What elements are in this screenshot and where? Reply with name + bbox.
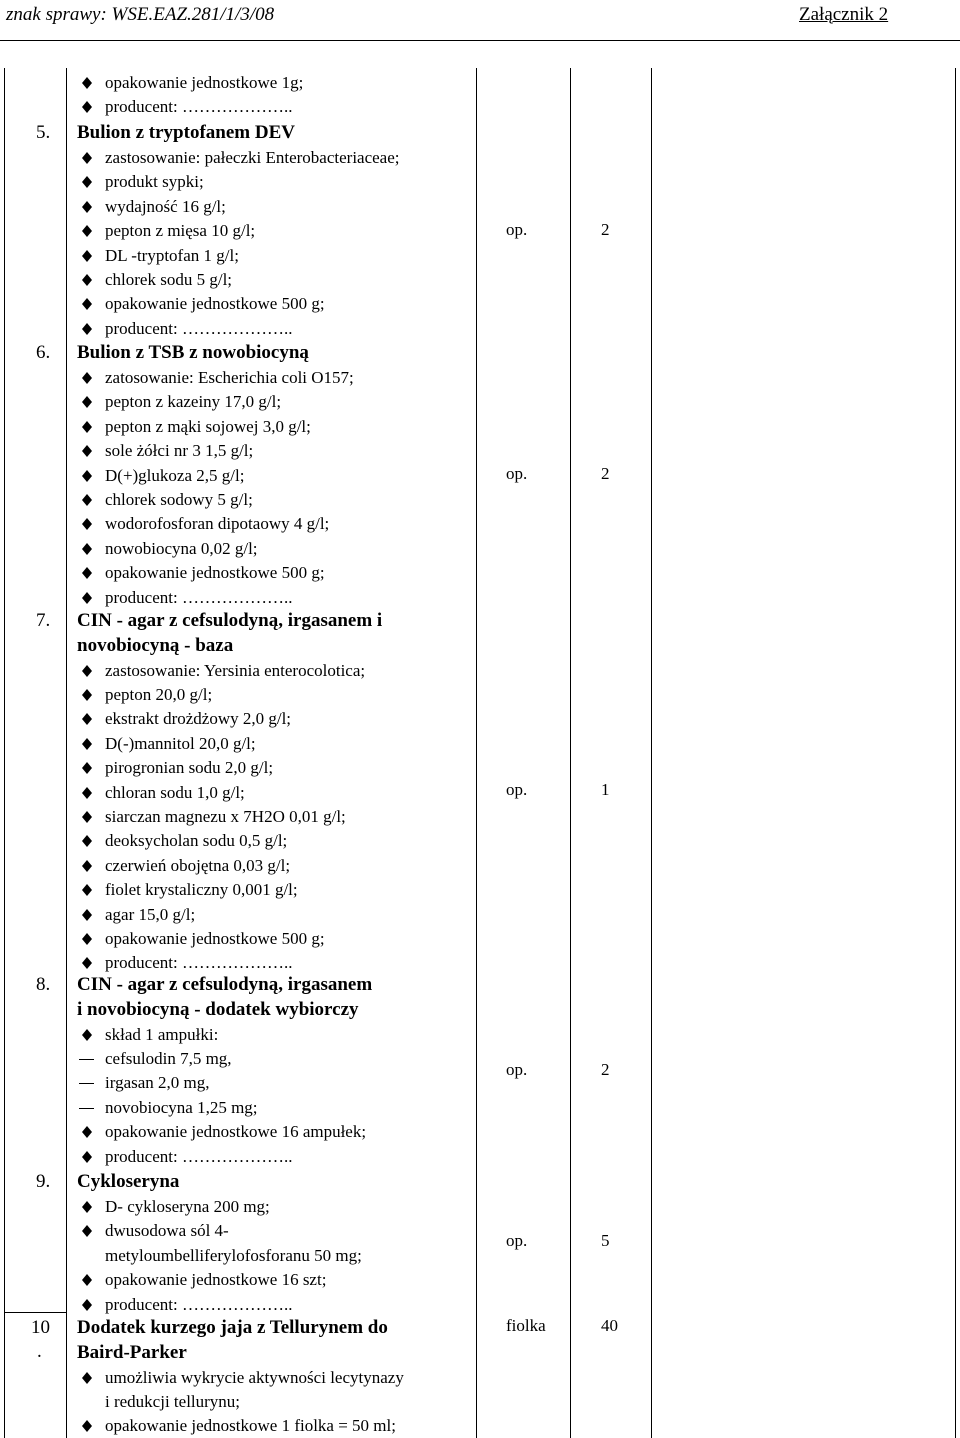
- table-vertical-rule: [570, 68, 571, 1438]
- spec-line: opakowanie jednostkowe 16 szt;: [105, 1270, 327, 1290]
- diamond-bullet-icon: [81, 1151, 93, 1163]
- diamond-bullet-icon: [81, 201, 93, 213]
- item-number: 6.: [36, 342, 51, 363]
- diamond-bullet-icon: [81, 372, 93, 384]
- diamond-bullet-icon: [81, 1420, 93, 1432]
- diamond-bullet-icon: [81, 445, 93, 457]
- spec-line: produkt sypki;: [105, 172, 204, 192]
- item-unit: fiolka: [506, 1316, 546, 1335]
- diamond-bullet-icon: [81, 323, 93, 335]
- spec-line: producent: ………………..: [105, 1294, 293, 1314]
- item-number-dot: .: [37, 1341, 42, 1362]
- item-quantity: 2: [601, 464, 610, 483]
- spec-line: opakowanie jednostkowe 500 g;: [105, 294, 325, 314]
- diamond-bullet-icon: [81, 713, 93, 725]
- diamond-bullet-icon: [81, 101, 93, 113]
- spec-line: novobiocyna 1,25 mg;: [105, 1097, 258, 1117]
- diamond-bullet-icon: [81, 762, 93, 774]
- item-title: Bulion z tryptofanem DEV: [77, 122, 295, 143]
- diamond-bullet-icon: [81, 1126, 93, 1138]
- item-title: Bulion z TSB z nowobiocyną: [77, 342, 309, 363]
- spec-line: pepton 20,0 g/l;: [105, 684, 213, 704]
- spec-line: siarczan magnezu x 7H2O 0,01 g/l;: [105, 806, 346, 826]
- item-title: Baird-Parker: [77, 1341, 187, 1363]
- table-horizontal-rule: [4, 1312, 66, 1313]
- spec-line: zastosowanie: pałeczki Enterobacteriaceae;: [105, 148, 400, 167]
- item-title: novobiocyną - baza: [77, 634, 234, 656]
- spec-line: cefsulodin 7,5 mg,: [105, 1048, 232, 1068]
- item-unit: op.: [506, 1060, 528, 1079]
- diamond-bullet-icon: [81, 957, 93, 969]
- spec-line: umożliwia wykrycie aktywności lecytynazy: [105, 1367, 404, 1387]
- spec-line: deoksycholan sodu 0,5 g/l;: [105, 831, 288, 851]
- spec-line: chlorek sodu 5 g/l;: [105, 270, 233, 289]
- spec-line: irgasan 2,0 mg,: [105, 1073, 210, 1093]
- diamond-bullet-icon: [81, 421, 93, 433]
- diamond-bullet-icon: [81, 811, 93, 823]
- spec-line: zastosowanie: Yersinia enterocolotica;: [105, 660, 366, 680]
- diamond-bullet-icon: [81, 225, 93, 237]
- diamond-bullet-icon: [81, 518, 93, 530]
- item-unit: op.: [506, 220, 528, 239]
- diamond-bullet-icon: [81, 274, 93, 286]
- table-vertical-rule: [651, 68, 652, 1438]
- diamond-bullet-icon: [81, 689, 93, 701]
- spec-line: agar 15,0 g/l;: [105, 904, 196, 924]
- spec-line: producent: ………………..: [105, 318, 293, 338]
- spec-line: opakowanie jednostkowe 1 fiolka = 50 ml;: [105, 1416, 396, 1436]
- diamond-bullet-icon: [81, 77, 93, 89]
- diamond-bullet-icon: [81, 665, 93, 677]
- diamond-bullet-icon: [81, 860, 93, 872]
- spec-line: pirogronian sodu 2,0 g/l;: [105, 758, 274, 778]
- spec-line: producent: ………………..: [105, 953, 293, 973]
- diamond-bullet-icon: [81, 176, 93, 188]
- spec-line: opakowanie jednostkowe 1g;: [105, 73, 304, 92]
- spec-line: czerwień obojętna 0,03 g/l;: [105, 855, 291, 875]
- item-number-text: 10: [31, 1317, 50, 1338]
- spec-line: producent: ………………..: [105, 587, 293, 607]
- item-quantity: 40: [601, 1316, 618, 1335]
- attachment-label: Załącznik 2: [799, 4, 889, 25]
- diamond-bullet-icon: [81, 567, 93, 579]
- item-quantity: 1: [601, 780, 610, 799]
- spec-line: D(-)mannitol 20,0 g/l;: [105, 733, 256, 753]
- item-number: [31, 1316, 50, 1364]
- table-vertical-rule: [955, 68, 956, 1438]
- spec-line: D- cykloseryna 200 mg;: [105, 1197, 270, 1216]
- diamond-bullet-icon: [81, 250, 93, 262]
- spec-line: dwusodowa sól 4-: [105, 1221, 229, 1241]
- item-title: CIN - agar z cefsulodyną, irgasanem i: [77, 610, 383, 631]
- spec-line: opakowanie jednostkowe 16 ampułek;: [105, 1122, 367, 1142]
- item-unit: op.: [506, 1231, 528, 1250]
- spec-line: i redukcji tellurynu;: [105, 1391, 241, 1411]
- spec-line: zatosowanie: Escherichia coli O157;: [105, 368, 354, 387]
- case-number: znak sprawy: WSE.EAZ.281/1/3/08: [6, 4, 275, 25]
- diamond-bullet-icon: [81, 152, 93, 164]
- dash-bullet-icon: [79, 1083, 94, 1084]
- spec-line: wydajność 16 g/l;: [105, 196, 226, 216]
- diamond-bullet-icon: [81, 1201, 93, 1213]
- spec-line: pepton z mięsa 10 g/l;: [105, 221, 256, 241]
- spec-line: pepton z kazeiny 17,0 g/l;: [105, 392, 282, 412]
- item-number: 7.: [36, 610, 51, 631]
- spec-line: producent: ………………..: [105, 97, 293, 117]
- table-vertical-rule: [66, 68, 67, 1438]
- spec-line: wodorofosforan dipotaowy 4 g/l;: [105, 514, 330, 534]
- spec-line: opakowanie jednostkowe 500 g;: [105, 928, 325, 948]
- spec-line: opakowanie jednostkowe 500 g;: [105, 563, 325, 583]
- diamond-bullet-icon: [81, 835, 93, 847]
- diamond-bullet-icon: [81, 1225, 93, 1237]
- diamond-bullet-icon: [81, 494, 93, 506]
- diamond-bullet-icon: [81, 1299, 93, 1311]
- item-number: 5.: [36, 122, 51, 143]
- item-unit: op.: [506, 464, 528, 483]
- diamond-bullet-icon: [81, 543, 93, 555]
- spec-line: metyloumbelliferylofosforanu 50 mg;: [105, 1245, 362, 1265]
- item-title: Dodatek kurzego jaja z Tellurynem do: [77, 1317, 388, 1338]
- spec-line: chloran sodu 1,0 g/l;: [105, 782, 245, 802]
- diamond-bullet-icon: [81, 592, 93, 604]
- item-quantity: 2: [601, 1060, 610, 1079]
- table-vertical-rule: [476, 68, 477, 1438]
- spec-line: producent: ………………..: [105, 1146, 293, 1166]
- diamond-bullet-icon: [81, 396, 93, 408]
- diamond-bullet-icon: [81, 738, 93, 750]
- item-title: i novobiocyną - dodatek wybiorczy: [77, 998, 359, 1020]
- header-rule: [0, 40, 960, 41]
- spec-line: D(+)glukoza 2,5 g/l;: [105, 465, 245, 485]
- spec-line: pepton z mąki sojowej 3,0 g/l;: [105, 416, 311, 436]
- diamond-bullet-icon: [81, 298, 93, 310]
- spec-line: nowobiocyna 0,02 g/l;: [105, 538, 258, 558]
- diamond-bullet-icon: [81, 933, 93, 945]
- dash-bullet-icon: [79, 1059, 94, 1060]
- diamond-bullet-icon: [81, 1274, 93, 1286]
- diamond-bullet-icon: [81, 1372, 93, 1384]
- diamond-bullet-icon: [81, 470, 93, 482]
- spec-line: chlorek sodowy 5 g/l;: [105, 490, 253, 509]
- item-number: 8.: [36, 974, 51, 995]
- diamond-bullet-icon: [81, 884, 93, 896]
- spec-line: ekstrakt drożdżowy 2,0 g/l;: [105, 709, 292, 729]
- spec-line: DL -tryptofan 1 g/l;: [105, 245, 239, 265]
- item-title: CIN - agar z cefsulodyną, irgasanem: [77, 974, 373, 995]
- table-vertical-rule: [4, 68, 5, 1438]
- item-title: Cykloseryna: [77, 1171, 180, 1192]
- diamond-bullet-icon: [81, 1029, 93, 1041]
- spec-line: skład 1 ampułki:: [105, 1024, 219, 1044]
- spec-line: sole żółci nr 3 1,5 g/l;: [105, 441, 254, 461]
- item-unit: op.: [506, 780, 528, 799]
- spec-line: fiolet krystaliczny 0,001 g/l;: [105, 880, 298, 900]
- item-quantity: 5: [601, 1231, 610, 1250]
- item-quantity: 2: [601, 220, 610, 239]
- diamond-bullet-icon: [81, 909, 93, 921]
- diamond-bullet-icon: [81, 787, 93, 799]
- item-number: 9.: [36, 1171, 51, 1192]
- dash-bullet-icon: [79, 1108, 94, 1109]
